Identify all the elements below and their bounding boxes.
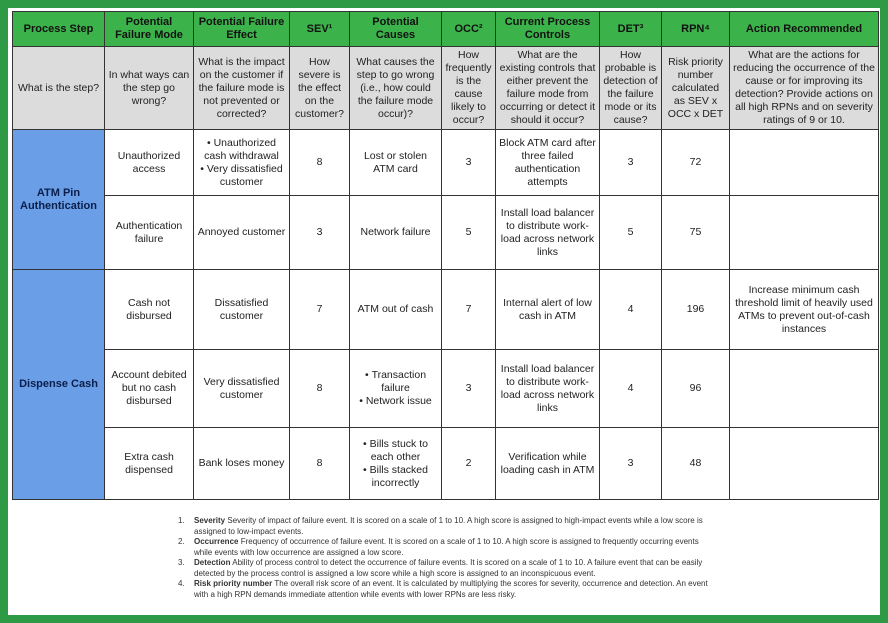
desc-failure-effect: What is the impact on the customer if the failure mode is not prevented or corrected? xyxy=(194,47,290,130)
causes-cell: Lost or stolen ATM card xyxy=(350,130,442,196)
footnote-text: Risk priority number The overall risk score of an event. It is calculated by multiplying the scores for severity, occurrence and detection. An event with a high RPN demands immediate attention while events with lower RPNs are less risky. xyxy=(194,579,708,599)
desc-det: How probable is detection of the failure mode or its cause? xyxy=(600,47,662,130)
action-cell: Increase minimum cash threshold limit of heavily used ATMs to prevent out-of-cash instances xyxy=(730,270,879,350)
sev-cell: 8 xyxy=(290,350,350,428)
table-row xyxy=(13,350,879,428)
header-controls: Current Process Controls xyxy=(496,12,600,47)
controls-cell: Block ATM card after three failed authentication attempts xyxy=(496,130,600,196)
desc-process-step: What is the step? xyxy=(13,47,105,130)
rpn-cell: 72 xyxy=(662,130,730,196)
det-cell: 3 xyxy=(600,130,662,196)
footnote-number: 2. xyxy=(178,537,185,546)
footnote-number: 3. xyxy=(178,558,185,567)
header-occ: OCC² xyxy=(442,12,496,47)
header-det: DET³ xyxy=(600,12,662,47)
controls-cell: Install load balancer to distribute work-load across network links xyxy=(496,350,600,428)
occ-cell: 7 xyxy=(442,270,496,350)
action-cell xyxy=(730,196,879,270)
header-rpn: RPN⁴ xyxy=(662,12,730,47)
footnote-text: Detection Ability of process control to detect the occurrence of failure events. It is scored on a scale of 1 to 10. A failure event that can be easily detected by the process control is assigned a low score while a high score is assigned to an inconspicuous event. xyxy=(194,558,703,578)
controls-cell: Verification while loading cash in ATM xyxy=(496,428,600,500)
desc-controls: What are the existing controls that either prevent the failure mode from occurring or detect it should it occur? xyxy=(496,47,600,130)
footnote-item xyxy=(178,537,718,558)
table-row xyxy=(13,270,879,350)
desc-action: What are the actions for reducing the occurrence of the cause or for improving its detection? Provide actions on all high RPNs and on severity ratings of 9 or 10. xyxy=(730,47,879,130)
desc-rpn: Risk priority number calculated as SEV x OCC x DET xyxy=(662,47,730,130)
det-cell: 3 xyxy=(600,428,662,500)
rpn-cell: 48 xyxy=(662,428,730,500)
rpn-cell: 75 xyxy=(662,196,730,270)
table-row xyxy=(13,428,879,500)
desc-failure-mode: In what ways can the step go wrong? xyxy=(105,47,194,130)
footnote-number: 4. xyxy=(178,579,185,588)
header-failure-effect: Potential Failure Effect xyxy=(194,12,290,47)
det-cell: 4 xyxy=(600,270,662,350)
header-action: Action Recommended xyxy=(730,12,879,47)
table-row xyxy=(13,196,879,270)
failure-effect-cell: Dissatisfied customer xyxy=(194,270,290,350)
table-row xyxy=(13,130,879,196)
det-cell: 5 xyxy=(600,196,662,270)
failure-effect-cell: Annoyed customer xyxy=(194,196,290,270)
desc-occ: How frequently is the cause likely to occur? xyxy=(442,47,496,130)
fmea-table xyxy=(12,11,879,500)
list-item: • Very dissatisfied customer xyxy=(197,163,286,189)
list-item: • Unauthorized cash withdrawal xyxy=(197,137,286,163)
failure-effect-cell: Bank loses money xyxy=(194,428,290,500)
action-cell xyxy=(730,428,879,500)
header-process-step: Process Step xyxy=(13,12,105,47)
sev-cell: 8 xyxy=(290,130,350,196)
causes-cell-list xyxy=(353,438,438,490)
desc-causes: What causes the step to go wrong (i.e., how could the failure mode occur)? xyxy=(350,47,442,130)
desc-sev: How severe is the effect on the customer? xyxy=(290,47,350,130)
det-cell: 4 xyxy=(600,350,662,428)
failure-mode-cell: Authentication failure xyxy=(105,196,194,270)
failure-effect-cell-list xyxy=(197,137,286,189)
list-item: • Network issue xyxy=(353,395,438,408)
footnote-term: Detection xyxy=(194,558,231,567)
header-causes: Potential Causes xyxy=(350,12,442,47)
footnote-item xyxy=(178,558,718,579)
footnote-text: Severity Severity of impact of failure event. It is scored on a scale of 1 to 10. A high score is assigned to high-impact events while a low score is assigned to low-impact events. xyxy=(194,516,703,536)
causes-cell: Network failure xyxy=(350,196,442,270)
footnote-number: 1. xyxy=(178,516,185,525)
failure-effect-cell: Very dissatisfied customer xyxy=(194,350,290,428)
footnotes xyxy=(178,516,718,600)
causes-cell xyxy=(350,350,442,428)
rpn-cell: 196 xyxy=(662,270,730,350)
footnote-item xyxy=(178,579,718,600)
footnote-term: Occurrence xyxy=(194,537,239,546)
sev-cell: 3 xyxy=(290,196,350,270)
controls-cell: Install load balancer to distribute work-load across network links xyxy=(496,196,600,270)
occ-cell: 5 xyxy=(442,196,496,270)
list-item: • Transaction failure xyxy=(353,369,438,395)
occ-cell: 2 xyxy=(442,428,496,500)
list-item: • Bills stacked incorrectly xyxy=(353,464,438,490)
header-row xyxy=(13,12,879,47)
process-step-cell: Dispense Cash xyxy=(13,270,105,500)
list-item: • Bills stuck to each other xyxy=(353,438,438,464)
controls-cell: Internal alert of low cash in ATM xyxy=(496,270,600,350)
footnote-text: Occurrence Frequency of occurrence of failure event. It is scored on a scale of 1 to 10. A high score is assigned to frequently occurring events while events with low occurrence are assigned a low score. xyxy=(194,537,699,557)
rpn-cell: 96 xyxy=(662,350,730,428)
sev-cell: 8 xyxy=(290,428,350,500)
footnote-item xyxy=(178,516,718,537)
footnote-term: Severity xyxy=(194,516,226,525)
failure-mode-cell: Cash not disbursed xyxy=(105,270,194,350)
failure-mode-cell: Extra cash dispensed xyxy=(105,428,194,500)
causes-cell: ATM out of cash xyxy=(350,270,442,350)
failure-mode-cell: Account debited but no cash disbursed xyxy=(105,350,194,428)
process-step-cell: ATM Pin Authentication xyxy=(13,130,105,270)
footnote-term: Risk priority number xyxy=(194,579,273,588)
occ-cell: 3 xyxy=(442,350,496,428)
description-row xyxy=(13,47,879,130)
occ-cell: 3 xyxy=(442,130,496,196)
failure-mode-cell: Unauthorized access xyxy=(105,130,194,196)
sev-cell: 7 xyxy=(290,270,350,350)
action-cell xyxy=(730,350,879,428)
header-sev: SEV¹ xyxy=(290,12,350,47)
action-cell xyxy=(730,130,879,196)
failure-effect-cell xyxy=(194,130,290,196)
header-failure-mode: Potential Failure Mode xyxy=(105,12,194,47)
causes-cell xyxy=(350,428,442,500)
fmea-sheet xyxy=(8,8,880,615)
causes-cell-list xyxy=(353,369,438,408)
